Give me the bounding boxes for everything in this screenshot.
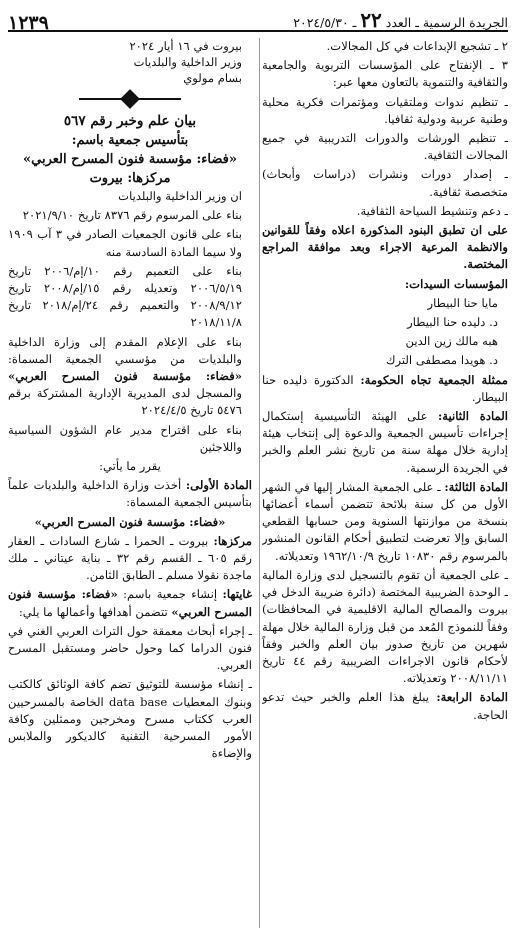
recital-suffix: والمسجل لدى المديرية الإدارية المشتركة برقم ٥٤٧٦ تاريخ ٢٠٢٤/٤/٥ bbox=[8, 386, 242, 418]
goal-item: ـ إجراء أبحاث معمقة حول التراث العربي الغني في فنون الدراما كما وحول حاضر ومستقبل المسرح العربي. bbox=[8, 623, 252, 673]
signature-title: وزير الداخلية والبلديات bbox=[133, 55, 242, 69]
recital-prefix: بناء على الإعلام المقدم إلى وزارة الداخلية والبلديات من مؤسسي الجمعية المسماة: bbox=[8, 334, 242, 366]
founder-name: هبه مالك زين الدين bbox=[405, 334, 498, 349]
article-1-text: أخذت وزارة الداخلية والبلديات علماً بتأسيس الجمعية المسماة: bbox=[8, 478, 252, 510]
issue-date: ـ ٢٠٢٤/٥/٣٠ bbox=[293, 15, 357, 30]
section-ornament bbox=[8, 92, 252, 106]
goals-label: غايتها: bbox=[222, 587, 252, 602]
founder-name: د. دليده حنا البيطار bbox=[407, 315, 498, 330]
left-column bbox=[8, 38, 252, 928]
recital-name: «فضاء: مؤسسة فنون المسرح العربي» bbox=[8, 369, 242, 384]
article-2-label: المادة الثانية: bbox=[438, 409, 508, 424]
goals-prefix: إنشاء جمعية باسم: bbox=[123, 587, 218, 602]
representative-name: الدكتورة دليده حنا البيطار. bbox=[262, 372, 508, 404]
page-header bbox=[8, 6, 508, 32]
article-4 bbox=[262, 689, 508, 723]
compliance-note: على ان تطبق البنود المذكورة اعلاه وفقاً للقوانين والانظمة المرعية الاجراء وبعد موافقة المراجع المختصة. bbox=[262, 223, 508, 272]
article-3-label: المادة الثالثة: bbox=[444, 479, 508, 494]
issue-number: ٢٢ bbox=[360, 8, 382, 32]
header-publication bbox=[293, 8, 508, 32]
ornament-diamond bbox=[120, 89, 140, 109]
headquarters-line: مركزها: بيروت bbox=[89, 171, 171, 186]
preamble-line: بناء على المرسوم رقم ٨٣٧٦ تاريخ ٢٠٢١/٩/١٠ bbox=[22, 208, 242, 223]
article-4-text: يبلغ هذا العلم والخبر حيث تدعو الحاجة. bbox=[262, 690, 508, 722]
column-divider bbox=[259, 38, 260, 928]
proposal: بناء على اقتراح مدير عام الشؤون السياسية واللاجئين bbox=[8, 422, 242, 454]
goal-item-tail: الخاصة بالمسرحيين العرب ككتاب مسرح ومخرجين وممثلين وكافة الأمور المسرحية التقنية كالديكور والملابس والإضاءة bbox=[8, 694, 252, 761]
goal-item bbox=[8, 676, 252, 762]
ornament-line bbox=[135, 98, 181, 100]
association-name: «فضاء: مؤسسة فنون المسرح العربي» bbox=[23, 152, 237, 167]
list-item: ـ تنظيم الورشات والدورات التدريبية في جميع المجالات الثقافية. bbox=[262, 131, 508, 163]
notice-title: بيان علم وخبر رقم ٥٦٧ bbox=[63, 113, 197, 129]
signature-name: بسام مولوي bbox=[183, 71, 242, 85]
list-item: ـ إصدار دورات ونشرات (دراسات وأبحاث) متخصصة ثقافية. bbox=[262, 167, 508, 199]
list-item: ـ دعم وتنشيط السياحة الثقافية. bbox=[356, 203, 508, 218]
preamble-line: بناء على التعميم رقم ١٠/إم/٢٠٠٦ تاريخ ٢٠٠٦/٥/١٩ وتعديله رقم ١٥/إم/٢٠٠٨ تاريخ ٢٠٠٨/٩/١٢ والتعميم رقم ٢٤/إم/٢٠١٨ تاريخ ٢٠١٨/١١/٨ bbox=[8, 263, 242, 330]
page-number: ١٢٣٩ bbox=[8, 12, 49, 34]
article-4-label: المادة الرابعة: bbox=[436, 690, 508, 705]
article-3-text: ـ على الجمعية المشار إليها في الشهر الأول من كل سنة بلائحة تتضمن أسماء أعضائها بنسخة من موازنتها السنوية ومن حسابها القطعي السابق وإلا تعرضت لتطبيق أحكام القانون المنشور بالمرسوم رقم ١٠٨٣٠ تاريخ ١٩٦٢/١٠/٩ وتعديلاته. bbox=[262, 479, 508, 563]
article-2-text: على الهيئة التأسيسية إستكمال إجراءات تأسيس الجمعية والدعوة إلى إنتخاب هيئة إدارية خلال مهلة سنة من تاريخ نشر العلم والخبر في الجريدة الرسمية. bbox=[262, 409, 508, 475]
notice-subtitle: بتأسيس جمعية باسم: bbox=[71, 133, 189, 148]
article-1-name: «فضاء: مؤسسة فنون المسرح العربي» bbox=[34, 514, 226, 529]
representative-label: ممثلة الجمعية تجاه الحكومة: bbox=[360, 372, 508, 387]
goal-item-text: ـ إنشاء مؤسسة للتوثيق تضم كافة الوثائق كالكتب وبنوك المعطيات bbox=[8, 677, 252, 709]
hq-label: مركزها: bbox=[213, 533, 252, 548]
article-3 bbox=[262, 479, 508, 565]
preamble-line: بناء على قانون الجمعيات الصادر في ٣ آب ١٩٠٩ ولا سيما المادة السادسة منه bbox=[8, 227, 242, 259]
database-term: data base bbox=[108, 694, 168, 709]
article-2 bbox=[262, 408, 508, 477]
goals bbox=[8, 586, 252, 620]
goals-suffix: تتضمن أهدافها وأعمالها ما يلي: bbox=[18, 604, 168, 619]
founders-heading: المؤسسات السيدات: bbox=[404, 276, 508, 291]
preamble-line: ان وزير الداخلية والبلديات bbox=[118, 189, 242, 203]
list-item: ٣ ـ الإنفتاح على المؤسسات التربوية والجامعية والثقافية والتنموية بالتعاون معها عبر: bbox=[262, 58, 508, 90]
list-item: ـ تنظيم ندوات وملتقيات ومؤتمرات فكرية محلية وطنية عربية ودولية ثقافيا. bbox=[262, 94, 508, 126]
founder-name: مايا حنا البيطار bbox=[427, 295, 498, 310]
hq-address-text: بيروت ـ الحمرا ـ شارع السادات ـ العقار رقم ٦٠٥ ـ القسم رقم ٣٢ ـ بناية عيتاني ـ ملك ماجدة نقولا مسلم ـ الطابق الثامن. bbox=[8, 533, 252, 583]
right-column bbox=[262, 38, 508, 928]
list-item: ٢ ـ تشجيع الإبداعات في كل المجالات. bbox=[326, 39, 508, 53]
ornament-line bbox=[79, 98, 125, 100]
recital bbox=[8, 334, 252, 420]
article-3-tax: ـ على الجمعية أن تقوم بالتسجيل لدى وزارة المالية ـ الوحدة الضريبية المختصة (دائرة ضريبة الدخل في بيروت والمصالح المالية الاقليمية في المحافظات) وفقاً للنموذج المُعد من قبل وزارة المالية خلال مهلة شهرين من تاريخ صدور بيان العلم والخبر وفقاً لأحكام قانون الاجراءات الضريبية رقم ٤٤ تاريخ ٢٠٠٨/١١/١١ وتعديلاته. bbox=[262, 567, 508, 686]
article-1 bbox=[8, 477, 252, 511]
hq-address bbox=[8, 533, 252, 585]
publication-name: الجريدة الرسمية ـ العدد bbox=[385, 15, 508, 30]
minister-signature bbox=[8, 38, 252, 86]
decides-line: يقرر ما يأتي: bbox=[99, 459, 161, 474]
signature-place-date: بيروت في ١٦ أيار ٢٠٢٤ bbox=[129, 39, 242, 53]
goals-name: «فضاء: مؤسسة فنون المسرح العربي» bbox=[8, 587, 252, 619]
founder-name: د. هويدا مصطفى الترك bbox=[385, 353, 498, 368]
representative-line bbox=[262, 372, 508, 406]
article-1-label: المادة الأولى: bbox=[185, 478, 252, 493]
